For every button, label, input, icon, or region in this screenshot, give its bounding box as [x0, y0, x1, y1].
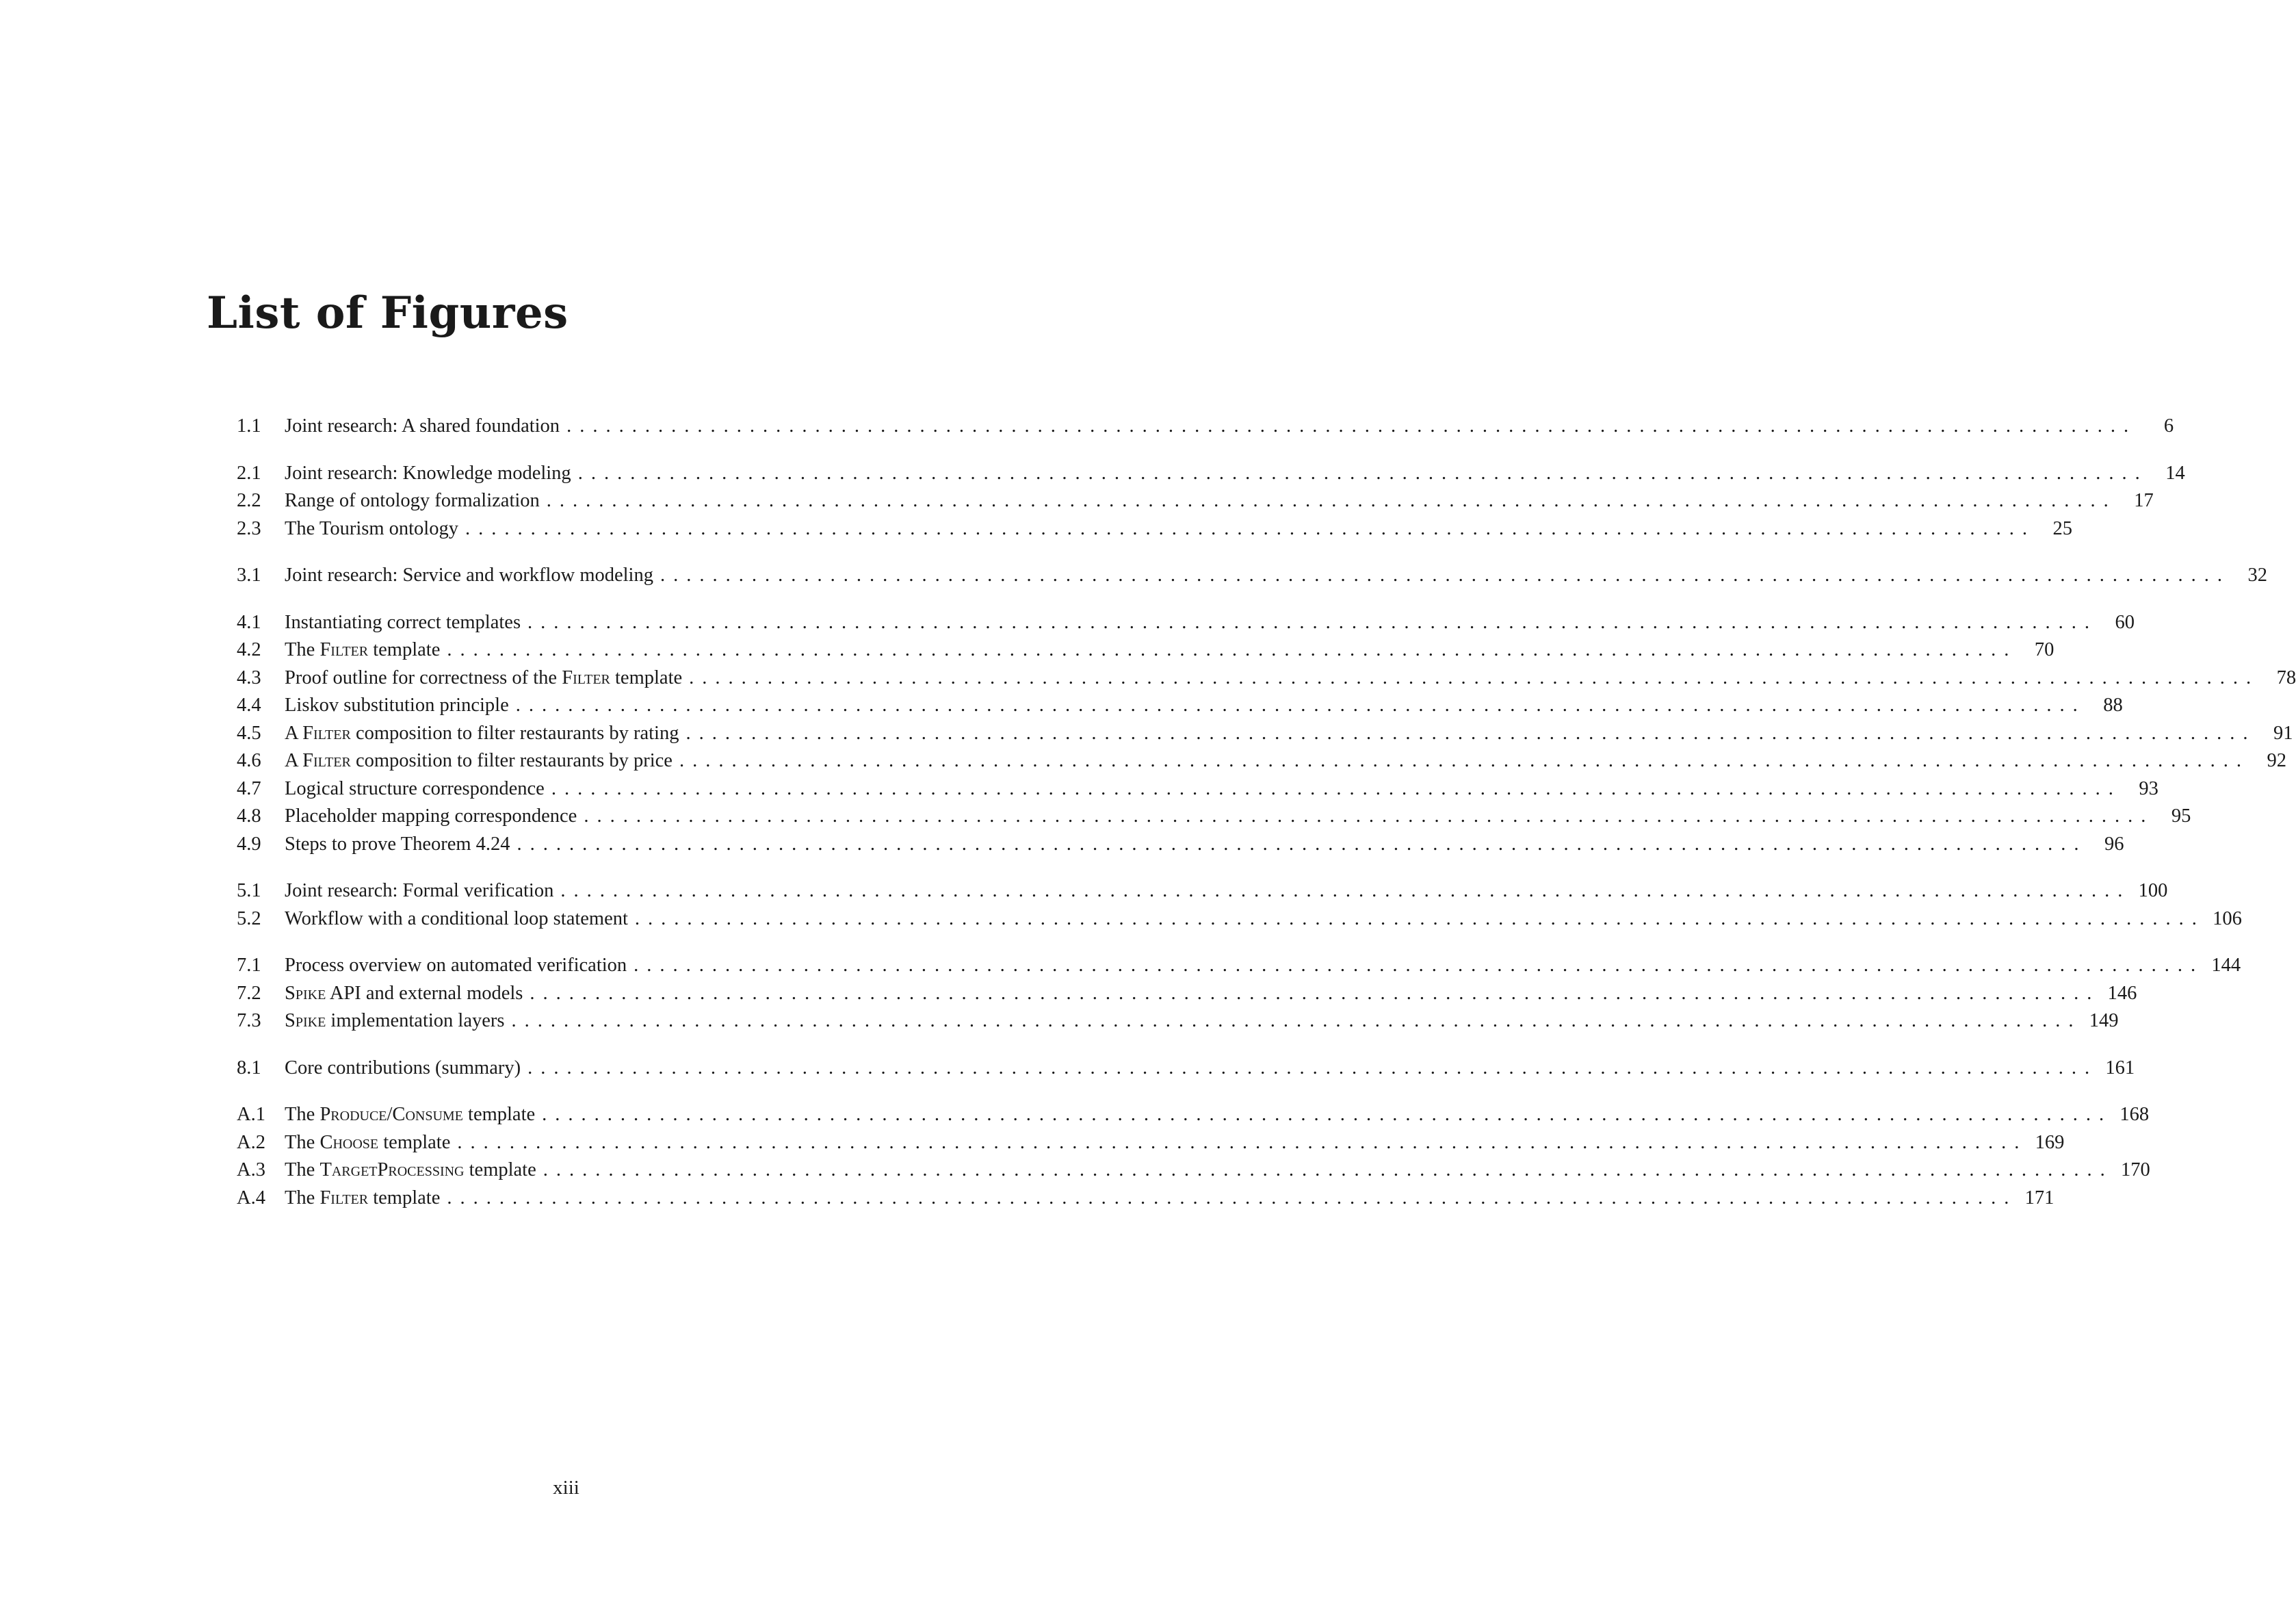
figure-number: 5.1: [237, 880, 261, 901]
figure-title: [285, 1157, 536, 1185]
dot-leader: ........................................................................................................................: [560, 880, 2131, 901]
figure-title: [285, 664, 682, 693]
figure-entry[interactable]: [237, 952, 2241, 980]
figure-entry[interactable]: [237, 905, 2242, 933]
figure-number: 4.5: [237, 722, 261, 744]
figure-number: 4.1: [237, 611, 261, 633]
figure-page-number: 100: [2138, 880, 2168, 901]
figure-entry[interactable]: [237, 1101, 2150, 1129]
figure-title-text: Workflow with a conditional loop statement: [285, 907, 628, 929]
dot-leader: ........................................................................................................................: [465, 517, 2035, 539]
figure-entry[interactable]: [237, 664, 2296, 693]
figure-group: [237, 1101, 2150, 1212]
dot-leader: ........................................................................................................................: [679, 750, 2249, 771]
figure-entry[interactable]: [237, 487, 2154, 515]
figure-title-smallcaps: Filter: [302, 722, 351, 744]
figure-title-text: template: [368, 1187, 441, 1209]
figure-page-number: 170: [2121, 1159, 2150, 1180]
figure-title: [285, 803, 577, 831]
figure-title: [285, 460, 571, 488]
figure-title-text: Placeholder mapping correspondence: [285, 805, 577, 827]
figure-entry[interactable]: [237, 1007, 2119, 1035]
figure-title: [285, 720, 679, 748]
figure-group: [237, 562, 2267, 590]
dot-leader: ........................................................................................................................: [511, 1010, 2082, 1031]
figure-entry[interactable]: [237, 413, 2174, 441]
figure-number: 4.4: [237, 695, 261, 716]
figure-title: [285, 413, 560, 441]
figure-group: [237, 952, 2241, 1035]
figure-title-text: implementation layers: [326, 1010, 505, 1031]
figure-entry[interactable]: [237, 562, 2267, 590]
figure-title-smallcaps: Choose: [319, 1131, 379, 1153]
figure-title-text: Proof outline for correctness of the: [285, 667, 562, 688]
figure-number: 2.2: [237, 490, 261, 511]
figure-entry[interactable]: [237, 636, 2054, 664]
figure-title-smallcaps: Filter: [319, 1187, 369, 1209]
figure-number: 1.1: [237, 415, 261, 437]
figure-title-text: Joint research: Knowledge modeling: [285, 462, 571, 484]
dot-leader: ........................................................................................................................: [530, 982, 2100, 1004]
figure-title-smallcaps: Spike: [285, 1010, 326, 1031]
figure-page-number: 169: [2035, 1131, 2065, 1153]
figure-page-number: 95: [2171, 805, 2191, 827]
figure-title-smallcaps: Filter: [562, 667, 610, 688]
figure-title: [285, 1129, 450, 1157]
figure-title-text: The: [285, 1131, 320, 1153]
figure-list: [237, 413, 2296, 1231]
dot-leader: ........................................................................................................................: [660, 565, 2230, 586]
figure-title-text: The: [285, 1187, 320, 1209]
figure-number: 4.8: [237, 805, 261, 827]
dot-leader: ........................................................................................................................: [515, 695, 2086, 716]
figure-group: [237, 413, 2174, 441]
figure-title: [285, 877, 553, 905]
figure-entry[interactable]: [237, 877, 2168, 905]
figure-number: 4.7: [237, 777, 261, 799]
figure-entry[interactable]: [237, 803, 2191, 831]
dot-leader: ........................................................................................................................: [546, 490, 2117, 511]
dot-leader: ........................................................................................................................: [447, 1187, 2018, 1209]
figure-number: 2.1: [237, 462, 261, 484]
figure-title-text: composition to filter restaurants by rating: [350, 722, 679, 744]
figure-title: [285, 980, 523, 1008]
figure-page-number: 168: [2119, 1104, 2150, 1125]
dot-leader: ........................................................................................................................: [634, 955, 2204, 976]
figure-title: [285, 905, 628, 933]
figure-number: 4.6: [237, 750, 261, 771]
figure-entry[interactable]: [237, 1185, 2054, 1213]
figure-title: [285, 775, 545, 803]
dot-leader: ........................................................................................................................: [517, 833, 2087, 855]
figure-group: [237, 460, 2185, 543]
figure-page-number: 146: [2107, 982, 2137, 1004]
figure-title: [285, 1185, 440, 1213]
figure-page-number: 149: [2089, 1010, 2119, 1031]
figure-group: [237, 877, 2242, 933]
figure-title: [285, 1101, 535, 1129]
figure-title: [285, 747, 673, 775]
figure-number: 4.3: [237, 667, 261, 688]
figure-entry[interactable]: [237, 775, 2158, 803]
figure-title-smallcaps: Filter: [319, 639, 369, 660]
figure-page-number: 106: [2213, 907, 2242, 929]
figure-page-number: 96: [2104, 833, 2124, 855]
figure-number: 4.2: [237, 639, 261, 660]
figure-title-smallcaps: TargetProcessing: [319, 1159, 465, 1180]
figure-number: A.4: [237, 1187, 265, 1209]
figure-number: 4.9: [237, 833, 261, 855]
figure-number: A.3: [237, 1159, 265, 1180]
dot-leader: ........................................................................................................................: [584, 805, 2154, 827]
page-number: xiii: [553, 1477, 579, 1499]
dot-leader: ........................................................................................................................: [542, 1104, 2113, 1125]
figure-title-text: composition to filter restaurants by price: [350, 750, 673, 771]
dot-leader: ........................................................................................................................: [551, 777, 2122, 799]
figure-number: 7.3: [237, 1010, 261, 1031]
figure-entry[interactable]: [237, 1055, 2135, 1083]
figure-entry[interactable]: [237, 609, 2135, 637]
figure-number: 7.2: [237, 982, 261, 1004]
figure-title-text: Joint research: Service and workflow modeling: [285, 565, 653, 586]
figure-entry[interactable]: [237, 980, 2137, 1008]
figure-entry[interactable]: [237, 831, 2124, 859]
figure-title: [285, 831, 510, 859]
dot-leader: ........................................................................................................................: [686, 722, 2256, 744]
figure-title-text: template: [378, 1131, 451, 1153]
figure-title-smallcaps: Produce/Consume: [319, 1104, 463, 1125]
figure-entry[interactable]: [237, 747, 2286, 775]
figure-page-number: 78: [2276, 667, 2296, 688]
figure-title: [285, 487, 540, 515]
dot-leader: ........................................................................................................................: [566, 415, 2137, 437]
figure-title-text: Instantiating correct templates: [285, 611, 521, 633]
figure-page-number: 60: [2115, 611, 2135, 633]
figure-group: [237, 1055, 2135, 1083]
figure-entry[interactable]: [237, 1129, 2065, 1157]
dot-leader: ........................................................................................................................: [689, 667, 2260, 688]
figure-title-text: Joint research: A shared foundation: [285, 415, 560, 437]
dot-leader: ........................................................................................................................: [527, 1057, 2098, 1078]
dot-leader: ........................................................................................................................: [457, 1131, 2028, 1153]
figure-page-number: 161: [2105, 1057, 2135, 1078]
figure-title-text: template: [368, 639, 441, 660]
figure-title: [285, 952, 627, 980]
figure-title-text: Logical structure correspondence: [285, 777, 545, 799]
figure-page-number: 70: [2034, 639, 2054, 660]
figure-page-number: 88: [2103, 695, 2123, 716]
figure-group: [237, 609, 2296, 859]
page-title: List of Figures: [207, 287, 569, 339]
figure-title-text: template: [610, 667, 683, 688]
figure-title-text: Liskov substitution principle: [285, 695, 509, 716]
figure-title: [285, 515, 458, 543]
dot-leader: ........................................................................................................................: [543, 1159, 2113, 1180]
figure-title-text: Range of ontology formalization: [285, 490, 540, 511]
figure-page-number: 144: [2211, 955, 2241, 976]
figure-number: 8.1: [237, 1057, 261, 1078]
figure-number: 2.3: [237, 517, 261, 539]
figure-title-text: The: [285, 1159, 320, 1180]
figure-page-number: 171: [2024, 1187, 2054, 1209]
figure-entry[interactable]: [237, 720, 2293, 748]
figure-number: 7.1: [237, 955, 261, 976]
figure-title-text: A: [285, 750, 303, 771]
figure-title-text: Core contributions (summary): [285, 1057, 521, 1078]
figure-page-number: 91: [2273, 722, 2293, 744]
figure-title: [285, 692, 509, 720]
figure-title: [285, 1055, 521, 1083]
dot-leader: ........................................................................................................................: [527, 611, 2098, 633]
figure-title-text: The: [285, 1104, 320, 1125]
figure-number: 5.2: [237, 907, 261, 929]
figure-title-text: template: [464, 1159, 536, 1180]
figure-page-number: 92: [2267, 750, 2286, 771]
figure-title-text: A: [285, 722, 303, 744]
figure-title-smallcaps: Spike: [285, 982, 326, 1004]
figure-entry[interactable]: [237, 460, 2185, 488]
figure-title-text: API and external models: [326, 982, 523, 1004]
dot-leader: ........................................................................................................................: [634, 907, 2205, 929]
dot-leader: ........................................................................................................................: [577, 462, 2148, 484]
figure-title: [285, 1007, 504, 1035]
figure-number: 3.1: [237, 565, 261, 586]
figure-page-number: 6: [2163, 415, 2174, 437]
figure-title-text: The Tourism ontology: [285, 517, 458, 539]
figure-number: A.2: [237, 1131, 265, 1153]
figure-title-text: The: [285, 639, 320, 660]
figure-title-text: template: [462, 1104, 536, 1125]
figure-title: [285, 636, 440, 664]
figure-page-number: 25: [2052, 517, 2072, 539]
figure-title: [285, 562, 653, 590]
figure-entry[interactable]: [237, 692, 2123, 720]
figure-entry[interactable]: [237, 1157, 2150, 1185]
dot-leader: ........................................................................................................................: [447, 639, 2018, 660]
figure-title: [285, 609, 521, 637]
figure-page-number: 17: [2134, 490, 2154, 511]
figure-title-smallcaps: Filter: [302, 750, 351, 771]
figure-title-text: Joint research: Formal verification: [285, 880, 554, 901]
figure-number: A.1: [237, 1104, 265, 1125]
figure-entry[interactable]: [237, 515, 2072, 543]
figure-title-text: Steps to prove Theorem 4.24: [285, 833, 510, 855]
figure-page-number: 93: [2139, 777, 2158, 799]
figure-page-number: 14: [2165, 462, 2185, 484]
figure-page-number: 32: [2247, 565, 2267, 586]
figure-title-text: Process overview on automated verification: [285, 955, 627, 976]
